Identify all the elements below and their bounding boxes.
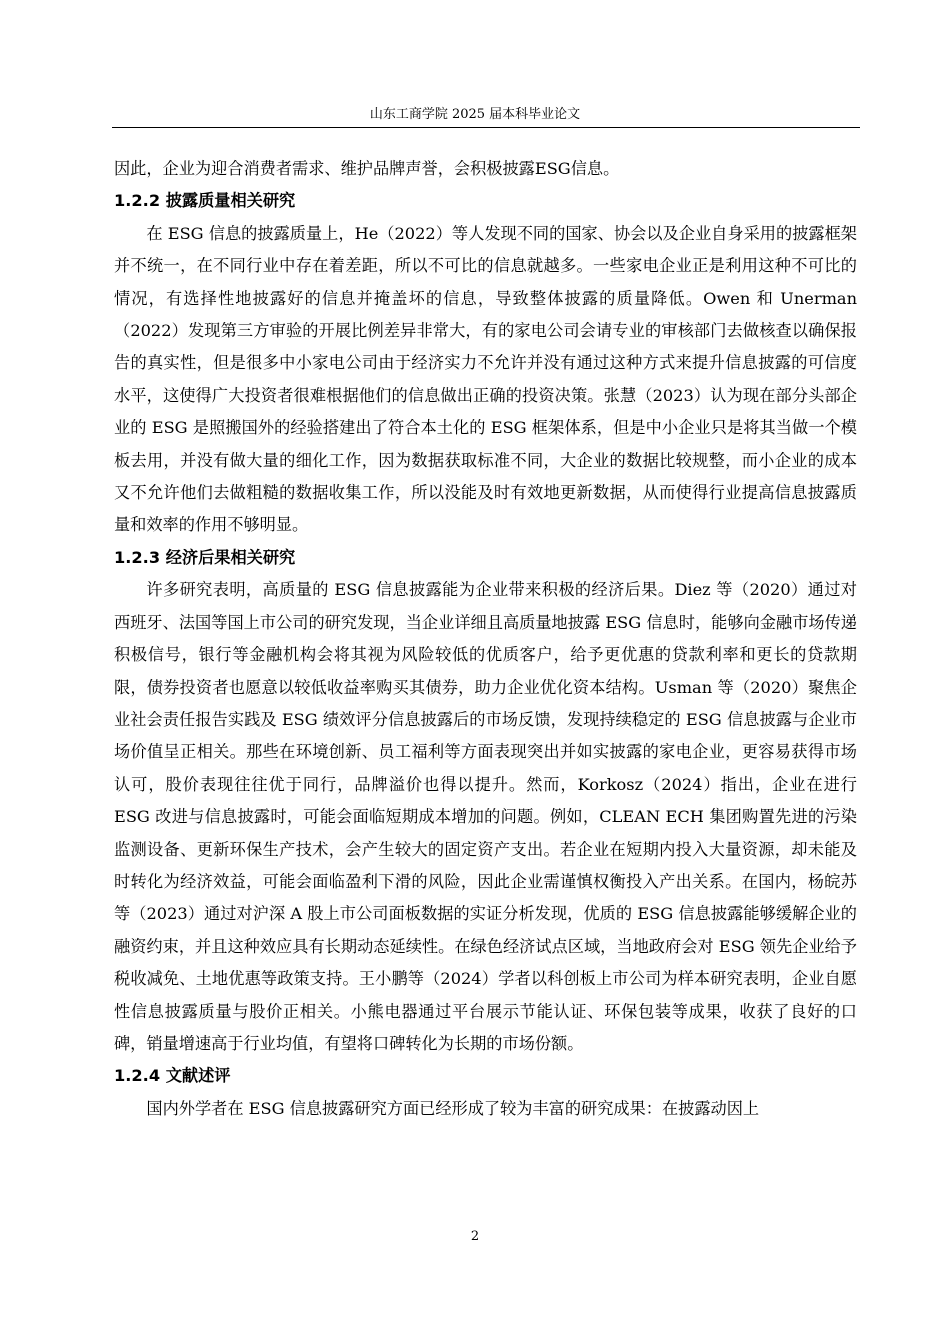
- section-heading-1-2-4: 1.2.4 文献述评: [114, 1066, 231, 1086]
- section-heading-1-2-3: 1.2.3 经济后果相关研究: [114, 547, 296, 567]
- page-number: 2: [470, 1229, 480, 1244]
- paragraph-literature-review: 国内外学者在 ESG 信息披露研究方面已经形成了较为丰富的研究成果：在披露动因上: [146, 1098, 760, 1118]
- header-divider: [112, 127, 860, 128]
- paragraph-economic-consequences: 许多研究表明，高质量的 ESG 信息披露能为企业带来积极的经济后果。Diez 等（2020）通过对西班牙、法国等国上市公司的研究发现，当企业详细且高质量地披露 ESG 信息时，能够向金融市场传递积极信号，银行等金融机构会将其视为风险较低的优质客户，给予更优惠的贷款利率和更长的贷款期限，债券投资者也愿意以较低收益率购买其债券，助力企业优化资本结构。Usman 等（2020）聚焦企业社会责任报告实践及 ESG 绩效评分信息披露后的市场反馈，发现持续稳定的 ESG 信息披露与企业市场价值呈正相关。那些在环境创新、员工福利等方面表现突出并如实披露的家电企业，更容易获得市场认可，股价表现往往优于同行，品牌溢价也得以提升。然而，Korkosz（2024）指出，企业在进行 ESG 改进与信息披露时，可能会面临短期成本增加的问题。例如，CLEAN ECH 集团购置先进的污染监测设备、更新环保生产技术，会产生较大的固定资产支出。若企业在短期内投入大量资源，却未能及时转化为经济效益，可能会面临盈利下滑的风险，因此企业需谨慎权衡投入产出关系。在国内，杨皖苏等（2023）通过对沪深 A 股上市公司面板数据的实证分析发现，优质的 ESG 信息披露能够缓解企业的融资约束，并且这种效应具有长期动态延续性。在绿色经济试点区域，当地政府会对 ESG 领先企业给予税收减免、土地优惠等政策支持。王小鹏等（2024）学者以科创板上市公司为样本研究表明，企业自愿性信息披露质量与股价正相关。小熊电器通过平台展示节能认证、环保包装等成果，收获了良好的口碑，销量增速高于行业均值，有望将口碑转化为长期的市场份额。: [114, 580, 857, 1053]
- running-header: 山东工商学院 2025 届本科毕业论文: [369, 107, 581, 122]
- paragraph-disclosure-quality: 在 ESG 信息的披露质量上，He（2022）等人发现不同的国家、协会以及企业自身采用的披露框架并不统一，在不同行业中存在着差距，所以不可比的信息就越多。一些家电企业正是利用这种不可比的情况，有选择性地披露好的信息并掩盖坏的信息，导致整体披露的质量降低。Owen 和 Unerman（2022）发现第三方审验的开展比例差异非常大，有的家电公司会请专业的审核部门去做核查以确保报告的真实性，但是很多中小家电公司由于经济实力不允许并没有通过这种方式来提升信息披露的可信度水平，这使得广大投资者很难根据他们的信息做出正确的投资决策。张慧（2023）认为现在部分头部企业的 ESG 是照搬国外的经验搭建出了符合本土化的 ESG 框架体系，但是中小企业只是将其当做一个模板去用，并没有做大量的细化工作，因为数据获取标准不同，大企业的数据比较规整，而小企业的成本又不允许他们去做粗糙的数据收集工作，所以没能及时有效地更新数据，从而使得行业提高信息披露质量和效率的作用不够明显。: [114, 223, 857, 535]
- document-body: [114, 153, 857, 1125]
- paragraph-continuation: 因此，企业为迎合消费者需求、维护品牌声誉，会积极披露ESG信息。: [114, 159, 620, 178]
- section-heading-1-2-2: 1.2.2 披露质量相关研究: [114, 191, 296, 211]
